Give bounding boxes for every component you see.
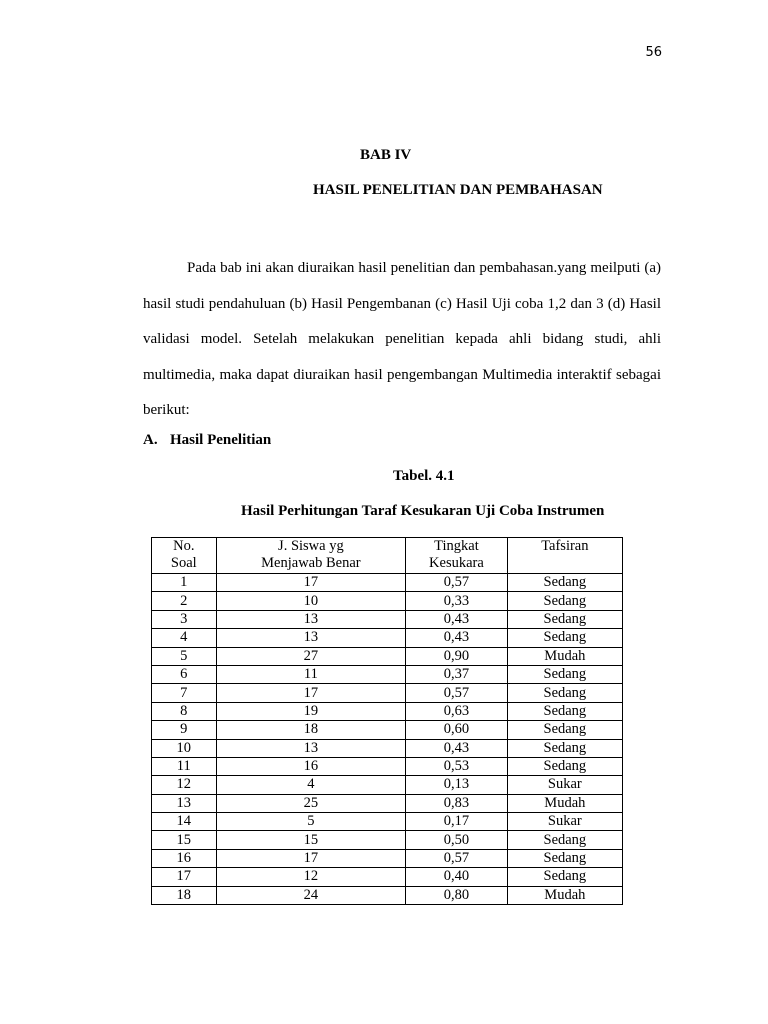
table-label: Tabel. 4.1 [393, 468, 455, 484]
table-row [152, 776, 623, 794]
table-row [152, 886, 623, 904]
header-text: Tingkat [434, 538, 479, 554]
table-row [152, 574, 623, 592]
cell-siswa: 13 [216, 610, 406, 628]
cell-no: 17 [152, 868, 217, 886]
cell-tingkat: 0,33 [406, 592, 508, 610]
cell-tafsiran: Sedang [507, 592, 622, 610]
cell-tafsiran: Mudah [507, 647, 622, 665]
header-text: J. Siswa yg [278, 538, 344, 554]
cell-siswa: 19 [216, 702, 406, 720]
cell-tafsiran: Sedang [507, 831, 622, 849]
table-header-row [152, 538, 623, 574]
cell-tingkat: 0,50 [406, 831, 508, 849]
cell-tingkat: 0,17 [406, 813, 508, 831]
intro-paragraph: Pada bab ini akan diuraikan hasil penelitian dan pembahasan.yang meilputi (a) hasil studi pendahuluan (b) Hasil Pengembanan (c) Hasil Uji coba 1,2 dan 3 (d) Hasil validasi model. Setelah melakukan penelitian kepada ahli bidang studi, ahli multimedia, maka dapat diuraikan hasil pengembangan Multimedia interaktif sebagai berikut: [143, 260, 661, 418]
cell-tingkat: 0,37 [406, 665, 508, 683]
cell-siswa: 13 [216, 629, 406, 647]
cell-no: 13 [152, 794, 217, 812]
table-row [152, 813, 623, 831]
cell-no: 3 [152, 610, 217, 628]
cell-tingkat: 0,53 [406, 757, 508, 775]
header-text: Menjawab Benar [261, 555, 361, 571]
cell-siswa: 4 [216, 776, 406, 794]
cell-siswa: 11 [216, 665, 406, 683]
cell-no: 6 [152, 665, 217, 683]
cell-siswa: 24 [216, 886, 406, 904]
cell-tafsiran: Sedang [507, 629, 622, 647]
table-row [152, 629, 623, 647]
section-heading [143, 432, 271, 449]
cell-no: 15 [152, 831, 217, 849]
table-row [152, 647, 623, 665]
cell-siswa: 17 [216, 684, 406, 702]
cell-siswa: 16 [216, 757, 406, 775]
cell-tafsiran: Sedang [507, 868, 622, 886]
cell-no: 1 [152, 574, 217, 592]
table-row [152, 665, 623, 683]
cell-siswa: 18 [216, 721, 406, 739]
chapter-heading: BAB IV [360, 147, 412, 163]
cell-no: 10 [152, 739, 217, 757]
table-row [152, 794, 623, 812]
cell-no: 7 [152, 684, 217, 702]
chapter-title: HASIL PENELITIAN DAN PEMBAHASAN [313, 182, 603, 198]
cell-tingkat: 0,43 [406, 629, 508, 647]
header-tafsiran [507, 538, 622, 574]
cell-no: 11 [152, 757, 217, 775]
cell-tingkat: 0,57 [406, 574, 508, 592]
table-row [152, 721, 623, 739]
cell-siswa: 15 [216, 831, 406, 849]
cell-siswa: 27 [216, 647, 406, 665]
header-text: Soal [170, 555, 197, 571]
cell-tingkat: 0,90 [406, 647, 508, 665]
table-row [152, 684, 623, 702]
header-text: Tafsiran [541, 538, 589, 554]
cell-tafsiran: Sedang [507, 574, 622, 592]
header-tingkat-kesukaran [406, 538, 508, 574]
cell-no: 14 [152, 813, 217, 831]
table-row [152, 831, 623, 849]
cell-tingkat: 0,57 [406, 684, 508, 702]
cell-tingkat: 0,40 [406, 868, 508, 886]
cell-tingkat: 0,63 [406, 702, 508, 720]
cell-siswa: 10 [216, 592, 406, 610]
section-title: Hasil Penelitian [170, 432, 272, 448]
page-number: 56 [645, 45, 662, 60]
cell-no: 16 [152, 849, 217, 867]
cell-tingkat: 0,43 [406, 610, 508, 628]
header-text: Kesukara [429, 555, 484, 571]
table-row [152, 610, 623, 628]
cell-siswa: 17 [216, 574, 406, 592]
cell-no: 2 [152, 592, 217, 610]
cell-siswa: 17 [216, 849, 406, 867]
header-text: No. [173, 538, 195, 554]
cell-tafsiran: Sedang [507, 684, 622, 702]
cell-tafsiran: Sedang [507, 665, 622, 683]
cell-siswa: 25 [216, 794, 406, 812]
cell-tingkat: 0,60 [406, 721, 508, 739]
cell-tingkat: 0,13 [406, 776, 508, 794]
cell-no: 5 [152, 647, 217, 665]
cell-tingkat: 0,57 [406, 849, 508, 867]
cell-no: 18 [152, 886, 217, 904]
cell-tafsiran: Sedang [507, 757, 622, 775]
table-row [152, 739, 623, 757]
cell-siswa: 13 [216, 739, 406, 757]
cell-no: 12 [152, 776, 217, 794]
table-caption: Hasil Perhitungan Taraf Kesukaran Uji Coba Instrumen [241, 503, 605, 519]
cell-no: 4 [152, 629, 217, 647]
cell-tafsiran: Sukar [507, 776, 622, 794]
section-letter: A. [143, 432, 158, 448]
table-row [152, 868, 623, 886]
cell-siswa: 5 [216, 813, 406, 831]
cell-no: 8 [152, 702, 217, 720]
cell-tingkat: 0,83 [406, 794, 508, 812]
cell-tafsiran: Sedang [507, 739, 622, 757]
difficulty-table [151, 537, 623, 905]
cell-siswa: 12 [216, 868, 406, 886]
table-row [152, 849, 623, 867]
header-no-soal [152, 538, 217, 574]
cell-tafsiran: Sedang [507, 849, 622, 867]
cell-no: 9 [152, 721, 217, 739]
table-row [152, 757, 623, 775]
cell-tafsiran: Sedang [507, 721, 622, 739]
cell-tafsiran: Sukar [507, 813, 622, 831]
cell-tafsiran: Sedang [507, 702, 622, 720]
table-body [152, 574, 623, 905]
cell-tafsiran: Sedang [507, 610, 622, 628]
cell-tafsiran: Mudah [507, 886, 622, 904]
header-jumlah-siswa [216, 538, 406, 574]
table-row [152, 702, 623, 720]
cell-tingkat: 0,80 [406, 886, 508, 904]
table-row [152, 592, 623, 610]
cell-tingkat: 0,43 [406, 739, 508, 757]
cell-tafsiran: Mudah [507, 794, 622, 812]
